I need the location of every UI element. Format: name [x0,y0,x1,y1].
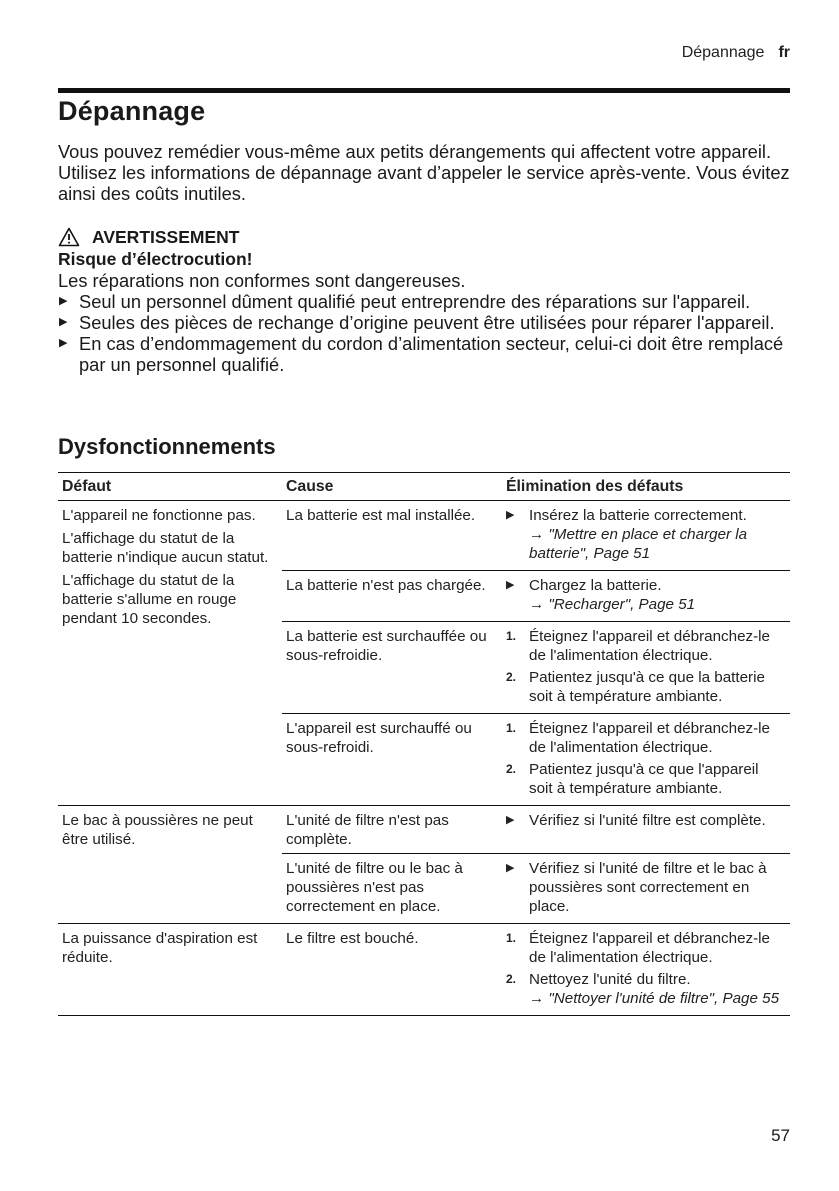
bullet-icon: ▶ [506,814,515,826]
defaut-cell [58,806,282,923]
page-number: 57 [771,1126,790,1145]
warning-title [58,226,790,248]
step-number: 2. [506,972,517,986]
action-text: Insérez la batterie correctement. [529,507,747,524]
numbered-step [506,719,786,757]
elimination-cell [502,854,790,923]
cause-cell: Le filtre est bouché. [286,930,419,947]
page-reference: → "Mettre en place et charger la batterie", Page 51 [529,526,748,562]
cause-cell: La batterie est surchauffée ou sous-refroidie. [286,628,487,664]
running-header-lang: fr [778,44,790,61]
action-text: Vérifiez si l'unité de filtre et le bac à poussières sont correctement en place. [529,860,767,915]
warning-item [58,291,790,312]
elimination-cell [502,806,790,853]
warning-item-text: Seules des pièces de rechange d’origine peuvent être utilisées pour réparer l'appareil. [79,312,775,333]
bullet-icon: ▶ [59,295,68,307]
bullet-icon: ▶ [59,316,68,328]
cause-cell: La batterie est mal installée. [286,507,476,524]
warning-label: AVERTISSEMENT [92,226,240,247]
warning-list [58,291,790,375]
step-text: Éteignez l'appareil et débranchez-le de l'alimentation électrique. [529,628,770,664]
group-rows [282,806,790,923]
defaut-cell [58,501,282,805]
table-row [282,854,790,923]
elimination-cell [502,571,790,621]
warning-text: Les réparations non conformes sont dangereuses. [58,270,466,291]
table-row [282,622,790,714]
cause-cell: L'appareil est surchauffé ou sous-refroidi. [286,720,472,756]
table-row [282,924,790,1015]
table-header [58,472,790,501]
step-text: Éteignez l'appareil et débranchez-le de l'alimentation électrique. [529,930,770,966]
step-text: Nettoyez l'unité du filtre. [529,971,691,988]
warning-item [58,312,790,333]
table-group [58,806,790,924]
warning-triangle-icon [58,227,80,247]
warning-box [58,226,790,375]
defaut-text: L'appareil ne fonctionne pas. [62,507,256,524]
defaut-text: La puissance d'aspiration est réduite. [62,930,258,966]
step-number: 2. [506,670,517,684]
warning-item-text: En cas d’endommagement du cordon d’alimentation secteur, celui-ci doit être remplacé par un personnel qualifié. [79,333,784,375]
action-step [506,576,786,614]
troubleshooting-table [58,472,790,1016]
warning-subtitle: Risque d’électrocution! [58,249,253,269]
elimination-cell [502,924,790,1015]
table-row [282,571,790,622]
group-rows [282,501,790,805]
elimination-cell [502,714,790,805]
page-reference: → "Recharger", Page 51 [529,596,696,613]
elimination-cell [502,501,790,570]
bullet-icon: ▶ [506,579,515,591]
page-reference: → "Nettoyer l'unité de filtre", Page 55 [529,990,780,1007]
table-group [58,924,790,1016]
action-step [506,859,786,916]
intro-paragraph: Vous pouvez remédier vous-même aux petits dérangements qui affectent votre appareil. Utilisez les informations de dépannage avant d’appeler le service après-vente. Vous évitez ainsi des coûts inutiles. [58,141,790,204]
numbered-step [506,970,786,1008]
cause-cell: La batterie n'est pas chargée. [286,577,486,594]
step-number: 1. [506,721,517,735]
action-text: Chargez la batterie. [529,577,662,594]
step-text: Éteignez l'appareil et débranchez-le de l'alimentation électrique. [529,720,770,756]
page-title: Dépannage [58,96,206,126]
bullet-icon: ▶ [59,337,68,349]
numbered-step [506,760,786,798]
cause-cell: L'unité de filtre n'est pas complète. [286,812,449,848]
numbered-step [506,668,786,706]
warning-item-text: Seul un personnel dûment qualifié peut entreprendre des réparations sur l'appareil. [79,291,751,312]
header-defaut: Défaut [62,478,112,495]
warning-item [58,333,790,375]
defaut-text: L'affichage du statut de la batterie s'allume en rouge pendant 10 secondes. [62,572,237,627]
defaut-cell [58,924,282,1015]
numbered-step [506,627,786,665]
bullet-icon: ▶ [506,509,515,521]
step-text: Patientez jusqu'à ce que la batterie soit à température ambiante. [529,669,765,705]
header-cause: Cause [286,478,334,495]
table-row [282,806,790,854]
action-step [506,506,786,563]
header-elimination: Élimination des défauts [506,478,684,495]
running-header-section: Dépannage [681,44,765,61]
bullet-icon: ▶ [506,862,515,874]
table-row [282,714,790,805]
running-header [682,44,790,62]
table-group [58,501,790,806]
header-rule [58,88,790,93]
table-row [282,501,790,571]
defaut-text: L'affichage du statut de la batterie n'indique aucun statut. [62,530,269,566]
numbered-step [506,929,786,967]
step-number: 1. [506,629,517,643]
defaut-text: Le bac à poussières ne peut être utilisé. [62,812,253,848]
step-number: 1. [506,931,517,945]
group-rows [282,924,790,1015]
elimination-cell [502,622,790,713]
cause-cell: L'unité de filtre ou le bac à poussières n'est pas correctement en place. [286,860,463,915]
step-number: 2. [506,762,517,776]
section-title: Dysfonctionnements [58,434,276,459]
step-text: Patientez jusqu'à ce que l'appareil soit à température ambiante. [529,761,759,797]
action-text: Vérifiez si l'unité filtre est complète. [529,812,766,829]
action-step [506,811,786,830]
